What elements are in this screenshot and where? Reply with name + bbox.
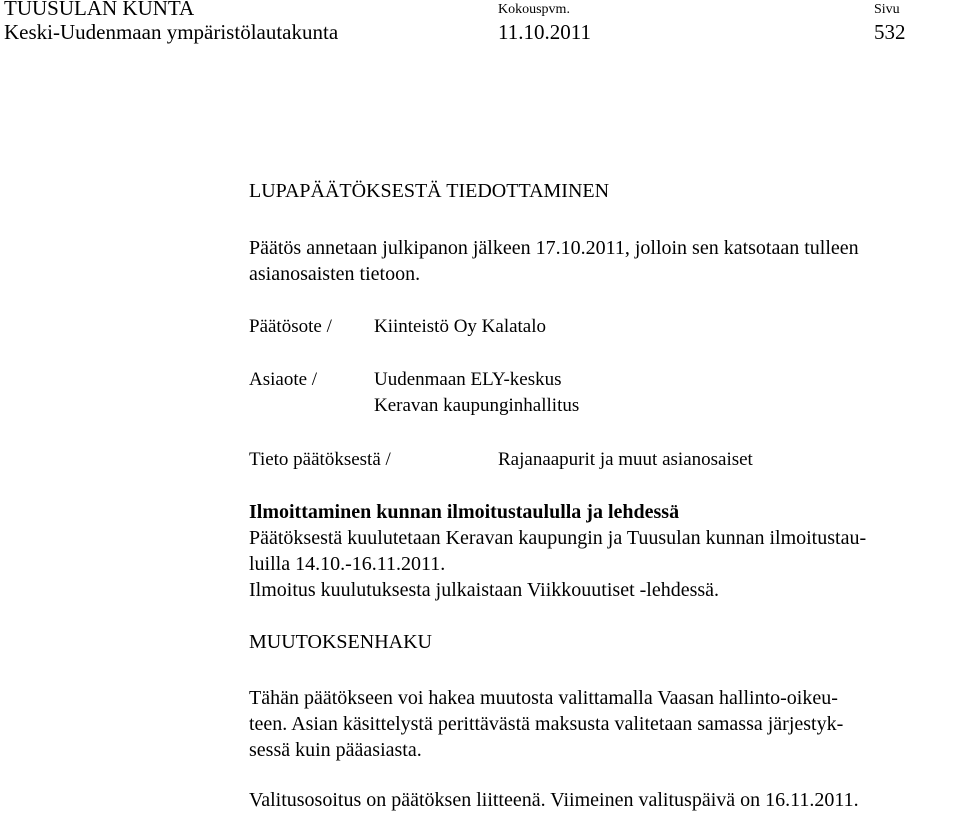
appeal-deadline: Valitusosoitus on päätöksen liitteenä. Viimeinen valituspäivä on 16.11.2011. <box>249 789 859 811</box>
copy-recipient: Uudenmaan ELY-keskus <box>374 369 562 390</box>
notice-line: Päätöksestä kuulutetaan Keravan kaupungin ja Tuusulan kunnan ilmoitustau- <box>249 527 867 549</box>
notice-line: Ilmoitus kuulutuksesta julkaistaan Viikkouutiset -lehdessä. <box>249 579 720 601</box>
info-recipient: Rajanaapurit ja muut asianosaiset <box>498 449 753 470</box>
appeal-heading: MUUTOKSENHAKU <box>249 631 432 653</box>
appeal-line: teen. Asian käsittelystä perittävästä maksusta valitetaan samassa järjestyk- <box>249 713 844 735</box>
board-name: Keski-Uudenmaan ympäristölautakunta <box>4 20 339 44</box>
meeting-date-label: Kokouspvm. <box>498 2 570 17</box>
copy-label: Asiaote / <box>249 369 318 390</box>
decision-copy-label: Päätösote / <box>249 316 332 337</box>
page-label: Sivu <box>874 2 900 17</box>
appeal-paragraph <box>249 685 843 763</box>
notice-line: luilla 14.10.-16.11.2011. <box>249 553 446 575</box>
appeal-line: Tähän päätökseen voi hakea muutosta valittamalla Vaasan hallinto-oikeu- <box>249 687 838 709</box>
decision-line: asianosaisten tietoon. <box>249 263 421 285</box>
decision-copy-recipient: Kiinteistö Oy Kalatalo <box>374 316 547 337</box>
appeal-line: sessä kuin pääasiasta. <box>249 739 422 761</box>
page-number: 532 <box>874 20 906 44</box>
notice-heading: Ilmoittaminen kunnan ilmoitustaululla ja lehdessä <box>249 501 680 523</box>
copy-recipient: Keravan kaupunginhallitus <box>374 395 580 416</box>
meeting-date: 11.10.2011 <box>498 20 591 44</box>
organization-name: TUUSULAN KUNTA <box>4 0 195 20</box>
decision-paragraph <box>249 235 859 287</box>
decision-line: Päätös annetaan julkipanon jälkeen 17.10.2011, jolloin sen katsotaan tulleen <box>249 237 859 259</box>
info-label: Tieto päätöksestä / <box>249 449 391 470</box>
notice-section <box>249 499 866 603</box>
section-title: LUPAPÄÄTÖKSESTÄ TIEDOTTAMINEN <box>249 180 610 202</box>
